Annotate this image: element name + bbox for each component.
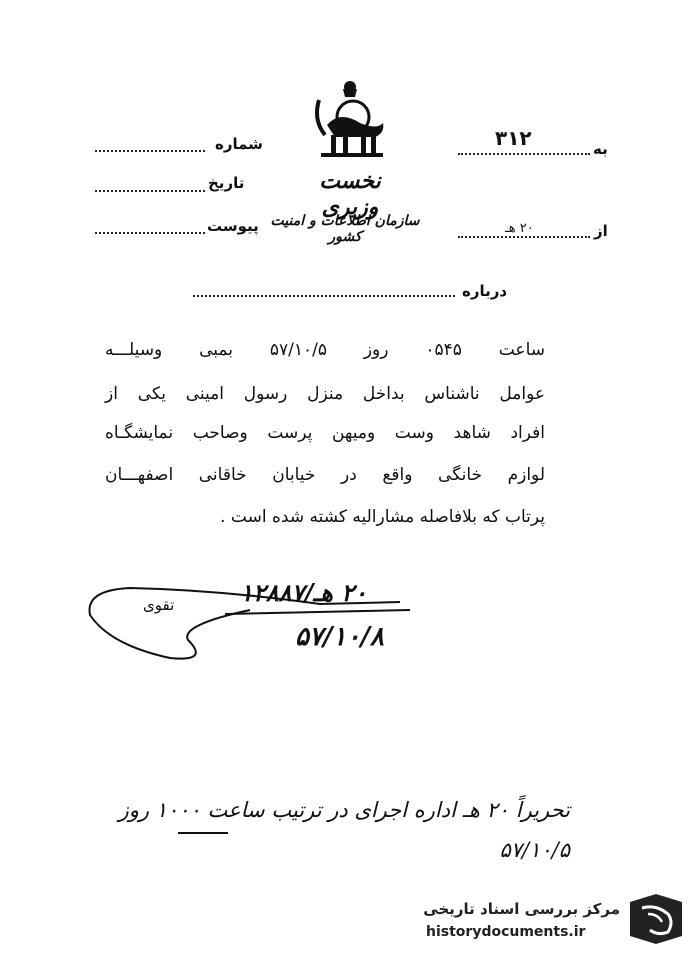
body-line-4: لوازم خانگی واقع در خیابان خاقانی اصفهـــان (105, 465, 545, 485)
watermark-text-en: historydocuments.ir (426, 924, 586, 940)
body-line-1: ساعت ۰۵۴۵ روز ۵۷/۱۰/۵ بمبی وسیلـــه (105, 340, 546, 360)
body-line-3: افراد شاهد وست ومیهن پرست وصاحب نمایشگـاه (105, 423, 545, 443)
number-label: شماره (215, 135, 263, 153)
from-label: از (594, 222, 608, 240)
body-line-5: پرتاب که بلافاصله مشارالیه کشته شده است . (220, 507, 545, 527)
signature-date: ۵۷/۱۰/۸ (295, 622, 384, 652)
signature-ref-number: ۲۰ هـ/۱۲۸۸۷ (240, 578, 368, 607)
org-subtitle: سازمان اطلاعات و امنیت کشور (270, 213, 420, 245)
attachment-field-line (95, 232, 205, 234)
handwritten-note: تحریراً ۲۰ هـ اداره اجرای در ترتیب ساعت ۱۰۰۰ روز ۵۷/۱۰/۵ (118, 798, 570, 862)
about-field-line (193, 295, 455, 297)
to-field-line (458, 153, 590, 155)
date-field-line (95, 190, 205, 192)
lion-and-sun-emblem (305, 75, 395, 165)
date-label: تاریخ (208, 174, 245, 192)
signature-name: تقوی (143, 596, 175, 614)
to-label: به (593, 140, 608, 158)
from-value: ۲۰ هـ (505, 221, 534, 236)
body-line-2: عوامل ناشناس بداخل منزل رسول امینی یکی از (105, 384, 545, 404)
attachment-label: پیوست (207, 217, 259, 235)
from-field-line (458, 236, 590, 238)
handwritten-underline (178, 832, 228, 834)
to-value: ۳۱۲ (495, 126, 532, 150)
watermark-logo-icon (628, 892, 684, 946)
about-label: درباره (462, 282, 508, 300)
watermark-text-fa: مرکز بررسی اسناد تاریخی (423, 900, 620, 918)
number-field-line (95, 150, 205, 152)
org-title: نخست وزیری (319, 168, 381, 220)
